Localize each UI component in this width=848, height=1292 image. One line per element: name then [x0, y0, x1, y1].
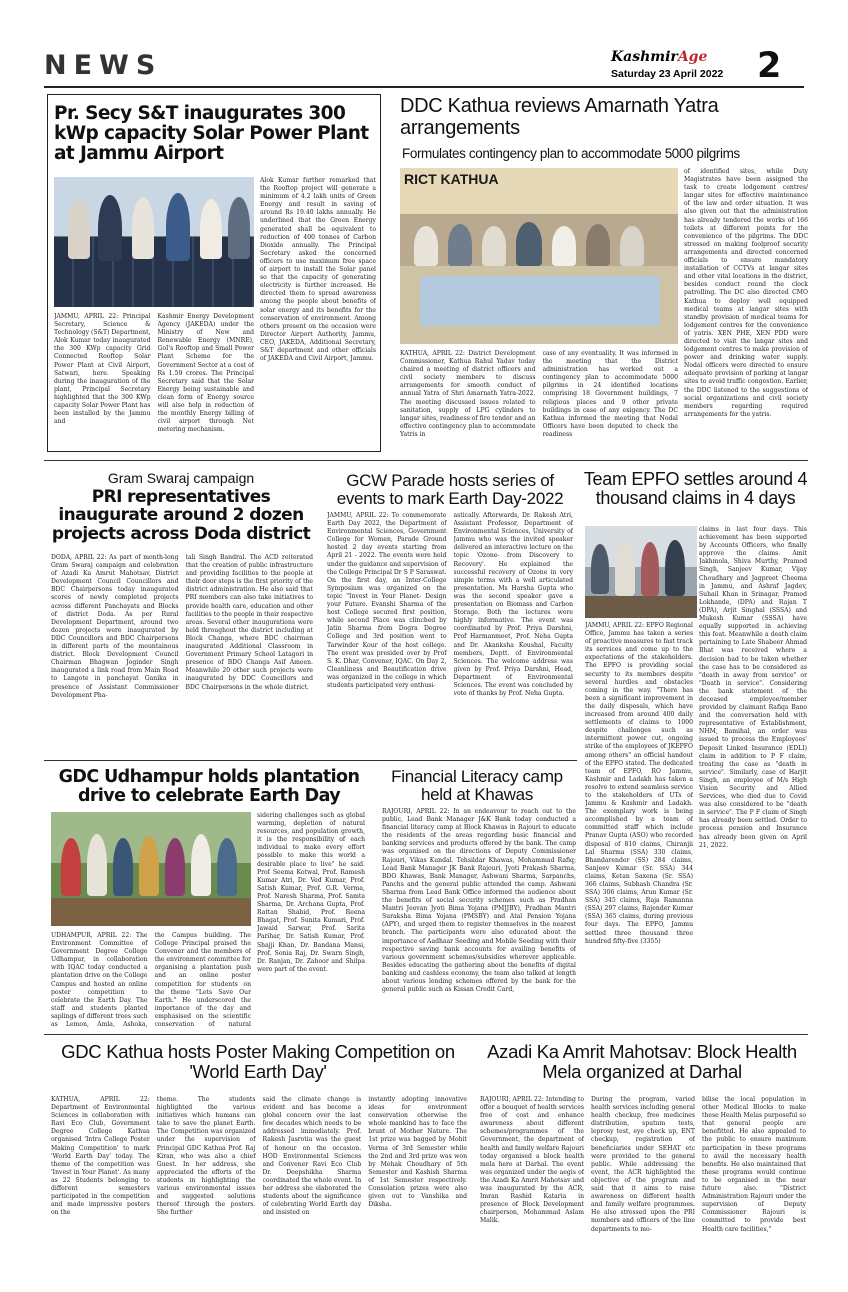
- article-column-3: said the climate change is evident and has become a global concern over the last few decades which needs to be addressed immediately. Prof. Rakesh Jasrotia was the guest of honour on the occasion. HOD Environmental Sciences and Convener Ravi Eco Club Dr. Deepshikha Sharma coordinated the whole event. In her address she elaborated the students about the significance of celebrating World Earth day and insisted on: [262, 1096, 362, 1217]
- article-column-2: astically. Afterwards, Dr. Rakesh Atri, Assistant Professor, Department of Environmental Sciences, University of Jammu who was the invited speaker delivered an interactive lecture on the topic 'Ozone- from Discovery to Recovery'. He explained the successful recovery of Ozone in very simple terms with a well articulated presentation. Ms Harsha Gupta who was the second speaker gave a presentation on Biomass and Carbon Storage. Both the lectures were highly informative. The event was coordinated by Prof. Priya Darshni, Prof Harmanmeet, Prof. Neha Gupta and Dr. Akanksha Koushal, Faculty members, Deptt. of Environmental Sciences. The welcome address was given by Prof. Priya Darshni, Head, Department of Environmental Sciences. The event was concluded by vote of thanks by Prof. Neha Gupta.: [453, 512, 573, 698]
- article-photo: [400, 168, 678, 344]
- article-kathua-poster: [47, 1040, 469, 1290]
- article-column-1: KATHUA, APRIL 22: Department of Environmental Sciences in collaboration with Ravi Eco Club, Government Degree College Kathua organised 'Intra College Poster Making Competition' to mark 'World Earth Day' today. The theme of the competition was 'Invest in Your Planet'. As many as 22 Students belonging to different semesters participated in the competition and made impressive posters on the: [51, 1096, 150, 1217]
- paper-logo: [611, 49, 707, 65]
- article-financial-literacy: [376, 766, 578, 1028]
- header-rule: [44, 86, 804, 88]
- article-headline: Azadi Ka Amrit Mahotsav: Block Health Mela organized at Darhal: [487, 1041, 797, 1082]
- section-label: NEWS: [44, 50, 163, 81]
- section-divider: [44, 760, 577, 761]
- article-headline: Financial Literacy camp held at Khawas: [391, 767, 563, 805]
- article-column-1: JAMMU, APRIL 22: EPFO Regional Office, Jammu has taken a series of proactive measures to fast track its services and come up to the expectations of the stakeholders. The EPFO is providing social security to its members despite several hurdles and obstacles coming in the way. "There has been a significant improvement in the daily disposals, which have increased from around 400 daily settlements of claims to 1000 despite challenges such as intermittent power cut, ongoing strike of the employees of JKEPFO among others" an official handout of the EPFO stated. The dedicated team of EPFO, RO Jammu, Kashmir and Ladakh has taken a resolve to extend seamless service to the stakeholders of UTs of Jammu & Kashmir and Ladakh. The exemplary work is being accomplished by a team of committed staff which include Pranav Gupta (ASO) who recorded disposal of 810 claims, Chiranjii Lal Sharma (SSA) 330 claims, Bhandarender (SS) 284 claims, Sanjeev Kumar (Sr. SSA) 344 claims, Ketan Saxena (Sr. SSA) 366 claims, Subhash Chandra (Sr. SSA) 306 claims, Arun Kumar (Sr. SSA) 345 claims, Raja Ramanna (SSA) 297 claims, Rajender Kumar (SSA) 365 claims, during previous four days. The EPFO, Jammu settled three thousand three hundred fifty-five (3355): [585, 622, 693, 945]
- photo-banner-text: RICT KATHUA: [404, 171, 499, 187]
- article-gcw-earth-day: [323, 468, 577, 758]
- article-column-2: tali Singh Bandral. The ACD reiterated that the creation of public infrastructure and providing facilities to the people at their door steps is the first priority of the district administration. He also said that PRI members can also take initiatives to provide health care, education and other facilities to the people in their respective areas. Several other inaugurations were held throughout the district including at Block Changa, where BDC chairman inaugurated Additional Classroom in Government Primary School Latagori in presence of BDO Changa Asif Ameen. Meanwhile 20 other such projects were inaugurated by DDC Councillors and BDC Chairpersons in the whole district.: [185, 554, 313, 691]
- article-epfo-claims: [583, 468, 808, 1028]
- article-headline: Team EPFO settles around 4 thousand claims in 4 days: [583, 469, 808, 509]
- article-udhampur-plantation: [47, 766, 369, 1028]
- article-column-3: of identified sites, while Duty Magistrates have been assigned the task to create lodgement centres/ langar sites for effective maintenance of the law and order situation. It was also given out that the administration has already tendered the works of 166 toilets at different points for the convenience of the pilgrims. The DDC stressed on making foolproof security arrangements and directed concerned officials to ensure mandatory installation of CCTVs at langar sites and other vital locations in the district, besides conduct round the clock patrolling. The DC also directed CMO Kathua to deploy well equipped medical teams at langar sites with standby provision of medical teams for lodgement centres for the convenience of yatris. XEN PHE, XEN PDD were directed to visit the langar sites and lodgement centres to make provision of power and drinking water supply. Nodal officers were directed to ensure adequate provision of parking at langar sites to avoid traffic congestion. Earlier, the DDC listened to the suggestions of social organizations and civil society members regarding required arrangements for the yatris.: [684, 168, 808, 418]
- article-headline: DDC Kathua reviews Amarnath Yatra arrangements: [400, 95, 719, 139]
- article-column-2: the Campus building. The College Principal praised the Convener and the members of the environment committee for organising a plantation push and an online poster competition for students on the theme "Lets Save Our Earth." He underscored the importance of the day and emphasised on the scientific conservation of natural: [154, 932, 251, 1028]
- paper-name-b: Age: [677, 49, 708, 65]
- article-doda-projects: [47, 468, 315, 756]
- article-column-1: DODA, APRIL 22: As part of month-long Gram Swaraj campaign and celebration of Azadi Ka Amrut Mahotsav, District Development Council Councillors and BDC Chairpersons today inaugurated scores of newly completed projects across different Panchayats and Blocks of district Doda. As per Rural Development Department, around two dozen projects were inaugurated by DDC Councillors and BDC Chairpersons in different parts of the mountainous district. Block Development Council Chairman Bhagwan Joginder Singh inaugurated a link road from Main Road to Langote in panchayat Ganika in presence of Assistant Commissioner Development Pha-: [51, 554, 179, 699]
- article-column-2: claims in last four days. This achievement has been supported by Accounts Officers, who finally approve the claims. Amit Jakhmola, Shiva Murthy, Pramod Singh, Sanjeev Kumar, Vijay Choudhary and Jagpreet Cheema in Jammu, and Ashraf Jagdev, Suhail Khan in Srinagar, Pramod Lokhande, (DPA) and Rajan T (DPA), Arjit Singhal (SSSA) and Mukesh Kumar (SSSA) have equally supported in achieving this feat. Meanwhile a death claim pertaining to Late Shabeer Ahmad Bhat was received where a decision had to be taken whether the case has to be considered as "death in away from service" or "Death in service". Considering the bank statement of the deceased employee/member provided by claimant Rafiqa Bano and the conversation held with representative of Establishment, NHM, Bamihal, an order was issued to process the Employees' Deposit Linked Insurance (EDLI) claim in addition to P F claim, treating the case as "death in service". Similarly, case of Harjit Singh, an employee of M/s High Vision Security and Allied Services, who died due to Covid was also considered to be "death in service". The P F claim of Singh has already been settled. Order to process pension and Insurance has already been given on April 21, 2022.: [699, 526, 807, 849]
- article-column-1: KATHUA, APRIL 22: District Development Commissioner, Kathua Rahul Yadav today chaired a meeting of district officers and civil society members to discuss arrangements for smooth conduct of annual Yatra of Shri Amarnath Yatra-2022. The meeting discussed issues related to sanitation, supply of LPG cylinders to langar sites, readiness of fire tender and an effective contingency plan to accommodate Yatris in: [400, 350, 536, 438]
- article-column-3: bilise the local population in other Medical Blocks to make these Health Melas purposeful so that general people are benefitted. He also appealed to the public to ensure maximum participation in these programs to avail the necessary health benefits. He also maintained that these programs would continue to be organised in the near future also. "District Administration Rajouri under the supervision of Deputy Commissioner Rajouri is committed to provide best Health care facilities,": [702, 1096, 806, 1233]
- section-divider: [44, 460, 808, 461]
- article-amarnath-yatra: [392, 94, 808, 454]
- article-headline: GDC Udhampur holds plantation drive to celebrate Earth Day: [58, 767, 360, 806]
- article-column-4: instantly adopting innovative ideas for environment conservation otherwise the whole mankind has to face the brunt of Mother Nature. The 1st prize was bagged by Mohit Verma of 3rd Semester while the 2nd and 3rd prize was won by Mehak Choudhary of 5th Semester and Kashish Sharma of 1st Semester respectively. Consolation prizes were also given out to Vanshika and Diksha.: [368, 1096, 467, 1209]
- article-body: RAJOURI, APRIL 22: In an endeavour to reach out to the public, Lead Bank Manager J&K Bank today conducted a financial literacy camp at Block Khawas in Rajouri to educate the residents of the areas regarding basic financial and banking services and products offered by the bank. The camp was organised on the directions of Deputy Commissioner Rajouri, Vikas Kundal. Tehsildar Khawas, Mohammad Rafiq; Lead Bank Manager JK Bank Rajouri, Jyoti Prakash Sharma, BDO Khawas, Bank Manager, Ashwani Sharma, Sarpanchs, Panchs and the general public attended the camp. Ashwani Sharma from Lead Bank Office informed the audience about the benefits of social security schemes such as Pradhan Mantri Jeevan Jyoti Bima Yojana (PMJJBY), Pradhan Mantri Suraksha Bima Yojana (PMSBY) and Atal Pension Yojana (APY), and urged them to register themselves in the nearest branch. The participants were also educated about the importance of Aadhaar Seeding and Mobile Seeding with their respective saving bank accounts for availing benefits of various government schemes/subsidies wherever applicable. Besides educating the gathering about the benefits of digital banking and cashless economy, the team also talked at length about various lending schemes offered by the bank for the general public such as Kissan Credit Card,: [382, 808, 576, 994]
- section-divider: [44, 1034, 808, 1035]
- page-number: 2: [757, 46, 782, 86]
- article-headline: Pr. Secy S&T inaugurates 300 kWp capacity Solar Power Plant at Jammu Airport: [54, 103, 369, 164]
- article-column-1: RAJOURI, APRIL 22: Intending to offer a bouquet of health services free of cost and enhance awareness about different schemes/programmes of the Government, the department of health and family welfare Rajouri today organised a block health mela here at Darhal. The event was organized under the aegis of the Azadi Ka Amrit Mahotsav and was inaugurated by the ACR, Imran Rashid Kataria in presence of Block Development chairperson, Mohammad Aslam Malik.: [480, 1096, 584, 1225]
- article-column-1: JAMMU, APRIL 22: Principal Secretary, Science & Technology (S&T) Department, Alok Kumar today inaugurated the 300 KWp capacity Grid Connected Rooftop Solar Power Plant at Civil Airport, Satwari, here. Speaking during the inauguration of the plant, Principal Secretary highlighted that the 300 KWp capacity Solar Power Plant has been installed by the Jammu and: [54, 313, 151, 426]
- article-headline: PRI representatives inaugurate around 2 dozen projects across Doda district: [51, 487, 311, 544]
- article-column-2: theme. The students highlighted the various initiatives which humans can take to save the planet Earth. The Competition was organized under the supervision of Principal GDC Kathua Prof. Raj Kiran, who was also a chief Guest. In her address, she appreciated the efforts of the students in highlighting the various environmental issues and suggested solutions thereof through the posters. She further: [156, 1096, 256, 1217]
- article-solar-plant: [47, 94, 381, 452]
- paper-name-a: Kashmir: [611, 49, 678, 65]
- article-column-2: During the program, varied health services including general health checkup, free medicines distribution, sputum tests, leprosy test, eye check up, ENT checkup, registration of beneficiaries under SEHAT etc were provided to the general public. While addressing the event, the ACR highlighted the objective of the program and said that it aims to raise awareness on different health and family welfare programmes. He also stressed upon the PRI members and officers of the line departments to mo-: [591, 1096, 695, 1233]
- article-photo: [51, 812, 251, 926]
- issue-date: Saturday 23 April 2022: [611, 68, 724, 80]
- article-column-1: UDHAMPUR, APRIL 22: The Environment Committee of Government Degree College Udhampur, in collaboration with IQAC today conducted a plantation drive on the College Campus and hosted an online poster competition to celebrate the Earth Day. The staff and students planted saplings of different trees such as Lemon, Amla, Ashoka,: [51, 932, 148, 1028]
- article-headline: GDC Kathua hosts Poster Making Competition on 'World Earth Day': [61, 1041, 455, 1082]
- article-health-mela: [476, 1040, 808, 1290]
- article-column-3: sidering challenges such as global warming, depletion of natural resources, and population growth, it is the responsibility of each individual to make every effort possible to make this world a desirable place to live" he said. Prof Seema Kotwal, Prof. Ramesh Kumar Atri, Dr. Ved Kumar, Prof. Satish Kumar, Prof. G.R. Verma, Prof. Naresh Sharma, Prof. Samta Sharma, Dr. Archana Gupta, Prof. Rattan Shabid, Prof. Reena Bhagat, Prof. Sunita Kumari, Prof. Jawaid Sarwar, Prof. Sarita Parihar, Dr. Satish Kumar, Prof. Shajji Khan, Dr. Bandana Mansi, Prof. Sonia Raj, Dr. Swarn Singh, Dr. Ranjan, Dr. Zahoor and Shilpa were part of the event.: [257, 812, 365, 973]
- article-column-1: JAMMU, APRIL 22: To commemorate Earth Day 2022, the Department of Environmental Sciences, Government College for Women, Parade Ground hosted 2 day events starting from April 21 - 2022. The events were held under the guidance and supervision of the College Principal Dr S P Saraswat. On the first day, an Inter-College Symposium was organized on the topic "Invest in Your Planet- Design your Future. Evanshi Sharma of the host College secured first position, while second Place was clinched by Jatin Sharma from Dogra Degree College and 3rd position went to Tarwinder Kour of the host college. The event was presided over by Prof S. K. Dhar, Convener, IQAC. On Day 2, Cleanliness and Beautification drive was organized in the college in which students participated very enthusi-: [327, 512, 447, 689]
- article-photo: [54, 177, 254, 307]
- article-subheadline: Formulates contingency plan to accommodate 5000 pilgrims: [402, 146, 740, 161]
- article-kicker: Gram Swaraj campaign: [107, 470, 255, 486]
- article-headline: GCW Parade hosts series of events to mark Earth Day-2022: [336, 471, 564, 509]
- article-photo: [585, 526, 697, 618]
- article-column-2: case of any eventuality. It was informed in the meeting that the District administration has worked out a contingency plan to accommodate 5000 pilgrims in 24 identified locations comprising 18 Government buildings, 7 religious places and 9 other private buildings in case of any exigency. The DC Kathua informed the meeting that Nodal Officers have been deputed to check the readiness: [542, 350, 678, 438]
- article-column-2: Kashmir Energy Development Agency (JAKEDA) under the Ministry of New and Renewable Energy (MNRE), GoI's Rooftop and Small Power Plant Scheme for the Government Sector at a cost of Rs 1.59 crores. The Principal Secretary said that the Solar Energy being sustainable and clean form of Energy source will also help in reduction of the monthly Energy billing of civil airport through Net metering mechanism.: [157, 313, 254, 434]
- article-column-3: Alok Kumar further remarked that the Rooftop project will generate a minimum of 4.2 lakh units of Green Energy and result in saving of around Rs 19.40 lakhs annually. He underlined that the Green Energy generated shall be equivalent to reduction of 400 tonnes of Carbon Dioxide annually. The Principal Secretary asked the concerned officers to use maximum free space of airport to install the Solar panel so that the capacity of generating electricity is further increased. He directed them to spread awareness among the people about benefits of solar energy and its benefits for the conservation of environment. Among others present on the occasion were Director Airport Authority, Jammu, CEO, JAKEDA, Additional Secretary, S&T department and other officials of JAKEDA and Civil Airport, Jammu.: [260, 177, 376, 363]
